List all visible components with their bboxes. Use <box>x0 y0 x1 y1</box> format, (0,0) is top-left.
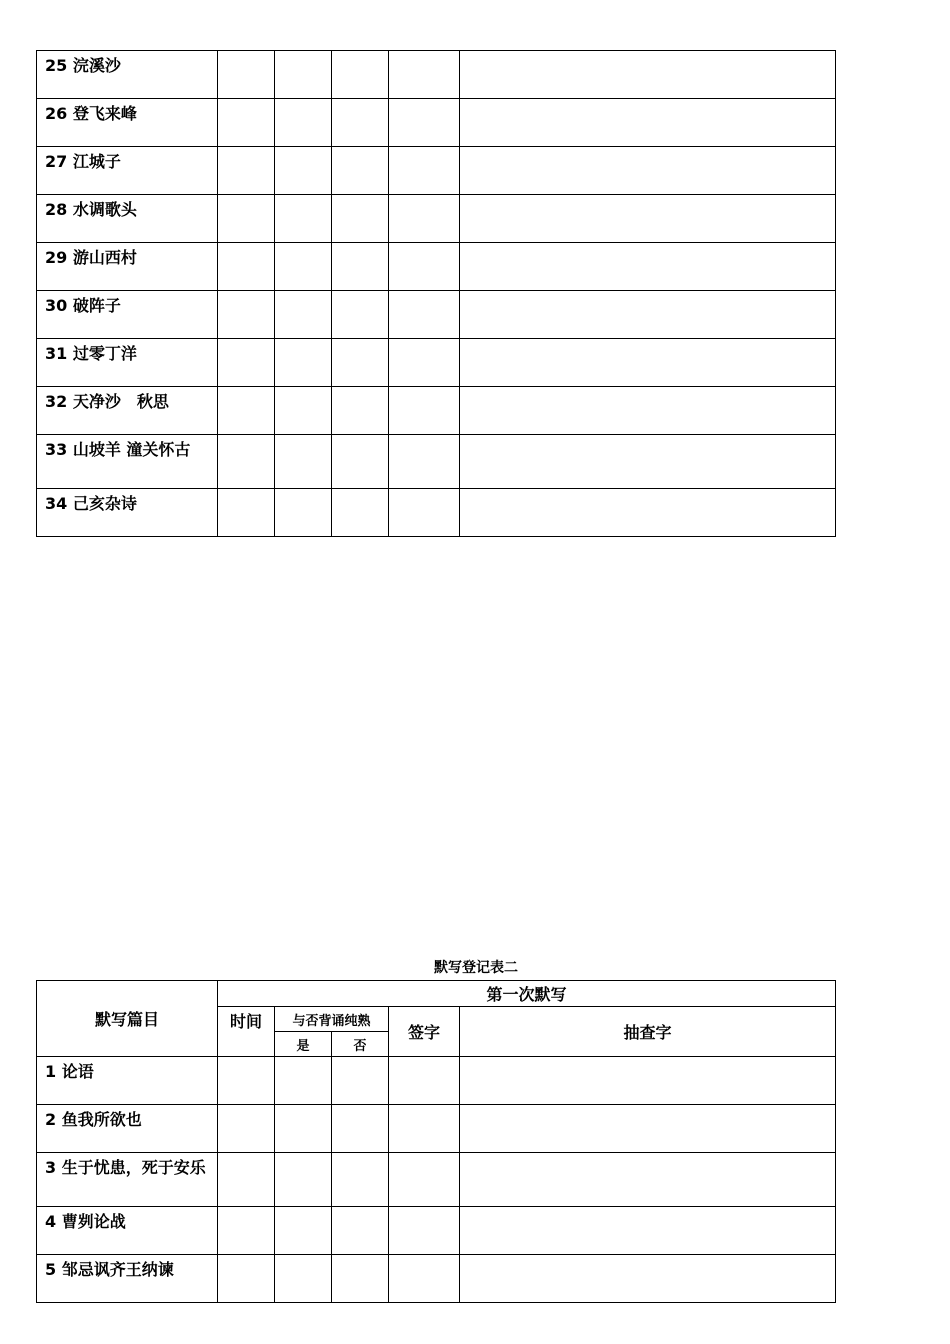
check-cell <box>460 339 836 387</box>
table-row <box>37 243 836 291</box>
time-cell <box>218 489 275 537</box>
sign-cell <box>389 243 460 291</box>
no-cell <box>332 1255 389 1303</box>
table-row <box>37 291 836 339</box>
table-row <box>37 99 836 147</box>
row-title: 34 己亥杂诗 <box>37 489 218 537</box>
time-cell <box>218 387 275 435</box>
register-table-top <box>36 50 836 537</box>
time-cell <box>218 1057 275 1105</box>
check-cell <box>460 243 836 291</box>
time-cell <box>218 99 275 147</box>
header-check: 抽查字 <box>460 1007 836 1057</box>
no-cell <box>332 1207 389 1255</box>
sign-cell <box>389 1255 460 1303</box>
yes-cell <box>275 99 332 147</box>
yes-cell <box>275 1255 332 1303</box>
yes-cell <box>275 339 332 387</box>
table-row <box>37 1255 836 1303</box>
yes-cell <box>275 243 332 291</box>
table-row <box>37 147 836 195</box>
time-cell <box>218 1207 275 1255</box>
row-title: 32 天净沙 秋思 <box>37 387 218 435</box>
yes-cell <box>275 147 332 195</box>
row-title: 5 邹忌讽齐王纳谏 <box>37 1255 218 1303</box>
time-cell <box>218 51 275 99</box>
header-time: 时间 <box>218 1007 275 1057</box>
check-cell <box>460 1207 836 1255</box>
no-cell <box>332 291 389 339</box>
header-first-dictation: 第一次默写 <box>218 981 836 1007</box>
no-cell <box>332 339 389 387</box>
header-fluency: 与否背诵纯熟 <box>275 1007 389 1032</box>
check-cell <box>460 1255 836 1303</box>
row-title: 33 山坡羊 潼关怀古 <box>37 435 218 489</box>
yes-cell <box>275 195 332 243</box>
no-cell <box>332 387 389 435</box>
header-title-column: 默写篇目 <box>37 981 218 1057</box>
row-title: 1 论语 <box>37 1057 218 1105</box>
row-title: 29 游山西村 <box>37 243 218 291</box>
time-cell <box>218 1105 275 1153</box>
yes-cell <box>275 1105 332 1153</box>
table-row <box>37 387 836 435</box>
sign-cell <box>389 291 460 339</box>
row-title: 4 曹刿论战 <box>37 1207 218 1255</box>
row-title: 25 浣溪沙 <box>37 51 218 99</box>
check-cell <box>460 1057 836 1105</box>
header-row-1 <box>37 981 836 1007</box>
time-cell <box>218 1255 275 1303</box>
register-table-two <box>36 980 836 1303</box>
header-no: 否 <box>332 1032 389 1057</box>
no-cell <box>332 489 389 537</box>
table-row <box>37 489 836 537</box>
check-cell <box>460 435 836 489</box>
table-row <box>37 1207 836 1255</box>
time-cell <box>218 291 275 339</box>
sign-cell <box>389 1153 460 1207</box>
sign-cell <box>389 1105 460 1153</box>
check-cell <box>460 99 836 147</box>
sign-cell <box>389 387 460 435</box>
time-cell <box>218 147 275 195</box>
no-cell <box>332 1153 389 1207</box>
time-cell <box>218 339 275 387</box>
check-cell <box>460 1105 836 1153</box>
sign-cell <box>389 99 460 147</box>
no-cell <box>332 195 389 243</box>
no-cell <box>332 243 389 291</box>
no-cell <box>332 147 389 195</box>
no-cell <box>332 99 389 147</box>
sign-cell <box>389 51 460 99</box>
check-cell <box>460 291 836 339</box>
time-cell <box>218 195 275 243</box>
table-row <box>37 51 836 99</box>
time-cell <box>218 243 275 291</box>
table-row <box>37 1057 836 1105</box>
header-sign: 签字 <box>389 1007 460 1057</box>
row-title: 2 鱼我所欲也 <box>37 1105 218 1153</box>
table-row <box>37 339 836 387</box>
yes-cell <box>275 489 332 537</box>
sign-cell <box>389 1057 460 1105</box>
time-cell <box>218 435 275 489</box>
table-row <box>37 195 836 243</box>
yes-cell <box>275 435 332 489</box>
check-cell <box>460 195 836 243</box>
row-title: 26 登飞来峰 <box>37 99 218 147</box>
table-row <box>37 1153 836 1207</box>
no-cell <box>332 435 389 489</box>
yes-cell <box>275 51 332 99</box>
check-cell <box>460 1153 836 1207</box>
header-yes: 是 <box>275 1032 332 1057</box>
table-caption: 默写登记表二 <box>434 960 518 976</box>
row-title: 3 生于忧患，死于安乐 <box>37 1153 218 1207</box>
row-title: 27 江城子 <box>37 147 218 195</box>
check-cell <box>460 489 836 537</box>
sign-cell <box>389 195 460 243</box>
check-cell <box>460 51 836 99</box>
no-cell <box>332 1057 389 1105</box>
row-title: 31 过零丁洋 <box>37 339 218 387</box>
check-cell <box>460 387 836 435</box>
time-cell <box>218 1153 275 1207</box>
sign-cell <box>389 147 460 195</box>
sign-cell <box>389 435 460 489</box>
sign-cell <box>389 339 460 387</box>
check-cell <box>460 147 836 195</box>
no-cell <box>332 51 389 99</box>
table-row <box>37 1105 836 1153</box>
sign-cell <box>389 489 460 537</box>
yes-cell <box>275 387 332 435</box>
yes-cell <box>275 1153 332 1207</box>
yes-cell <box>275 291 332 339</box>
table-row <box>37 435 836 489</box>
sign-cell <box>389 1207 460 1255</box>
row-title: 30 破阵子 <box>37 291 218 339</box>
no-cell <box>332 1105 389 1153</box>
yes-cell <box>275 1207 332 1255</box>
row-title: 28 水调歌头 <box>37 195 218 243</box>
yes-cell <box>275 1057 332 1105</box>
